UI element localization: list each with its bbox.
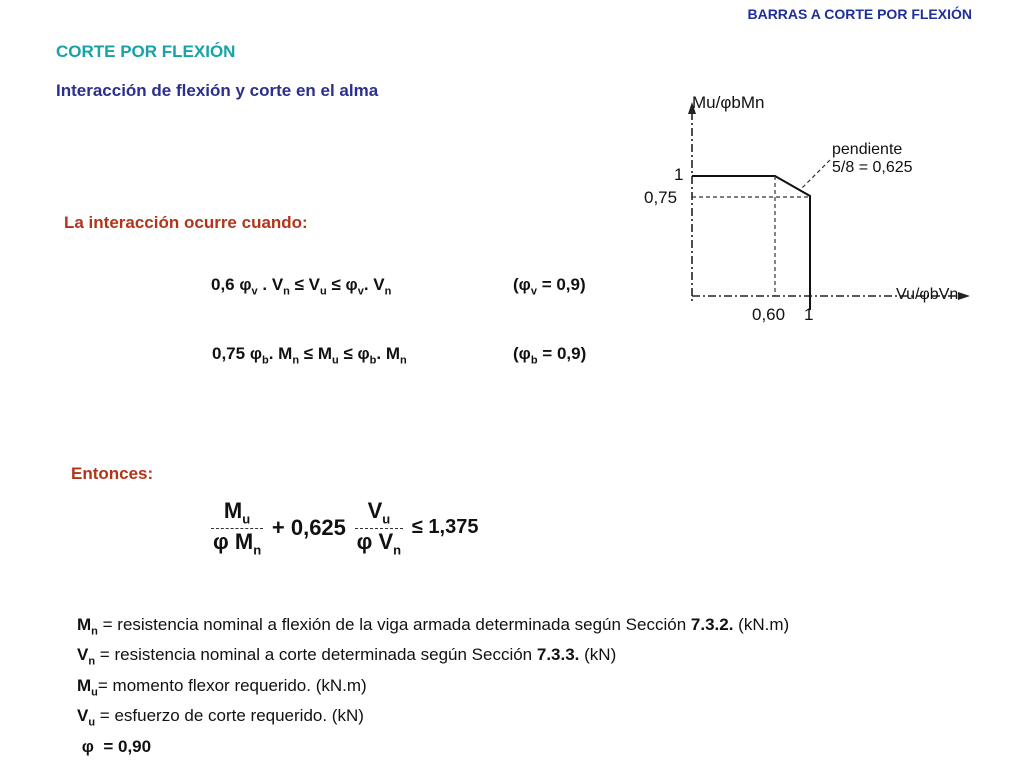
- definition-phi: φ = 0,90: [77, 736, 152, 756]
- interaction-label: La interacción ocurre cuando:: [64, 213, 308, 232]
- interaction-curve: [692, 176, 810, 310]
- formula-limit: 1,375: [428, 516, 479, 539]
- definition-vu: $V_u$ = esfuerzo de corte requerido. (kN): [77, 706, 364, 729]
- definition-mu: $M_u=$ momento flexor requerido. (kN.m): [77, 675, 367, 699]
- interaction-diagram: [640, 84, 980, 324]
- x-tick-060: 0,60: [752, 305, 786, 324]
- shear-ratio: $\frac{V_u}{\varphi V_n}$: [356, 498, 402, 558]
- interaction-formula: $\frac{M_u}{\varphi M_n}$ + 0,625 $\frac{V_u}{\varphi V_n}$ ≤ 1,375: [213, 498, 479, 558]
- definition-mn: $M_n$ = resistencia nominal a flexión de la viga armada determinada según Sección 7.3.2. (kN.m): [77, 615, 790, 638]
- moment-condition-lead: 0,75: [212, 344, 250, 363]
- y-tick-1: 1: [674, 165, 684, 184]
- header-title: BARRAS A CORTE POR FLEXIÓN: [747, 6, 972, 22]
- y-axis-label: Mu/φbMn: [692, 93, 765, 112]
- phi-b-value: = 0,9: [542, 344, 581, 363]
- then-label: Entonces:: [71, 464, 154, 483]
- x-axis-arrow: [958, 292, 970, 300]
- slope-annotation-2: 5/8 = 0,625: [832, 159, 913, 176]
- formula-coefficient: 0,625: [290, 514, 346, 540]
- phi-v-note: $(\varphi_v = 0,9)$: [513, 275, 586, 298]
- x-tick-1: 1: [804, 305, 814, 324]
- slope-pointer: [802, 160, 830, 188]
- phi-b-note: $(\varphi_b = 0,9)$: [513, 344, 587, 367]
- x-axis-label: Vu/φbVn: [896, 286, 959, 303]
- phi-v-value: = 0,9: [541, 275, 580, 294]
- slope-annotation-1: pendiente: [832, 141, 903, 158]
- y-tick-075: 0,75: [644, 188, 678, 207]
- shear-condition-lead: 0,6: [211, 275, 240, 294]
- shear-condition: 0,6 $\varphi_v$ . $V_n \le V_u \le \varphi_v$. $V_n$: [211, 275, 392, 298]
- moment-condition: 0,75 $\varphi_b$. $M_n \le M_u \le \varphi_b$. $M_n$: [212, 344, 407, 367]
- definitions: [77, 613, 789, 759]
- subtitle: Interacción de flexión y corte en el alma: [56, 81, 379, 100]
- moment-ratio: $\frac{M_u}{\varphi M_n}$: [213, 498, 262, 558]
- section-title: CORTE POR FLEXIÓN: [56, 42, 236, 61]
- definition-vn: $V_n$ = resistencia nominal a corte determinada según Sección 7.3.3. (kN): [77, 645, 617, 668]
